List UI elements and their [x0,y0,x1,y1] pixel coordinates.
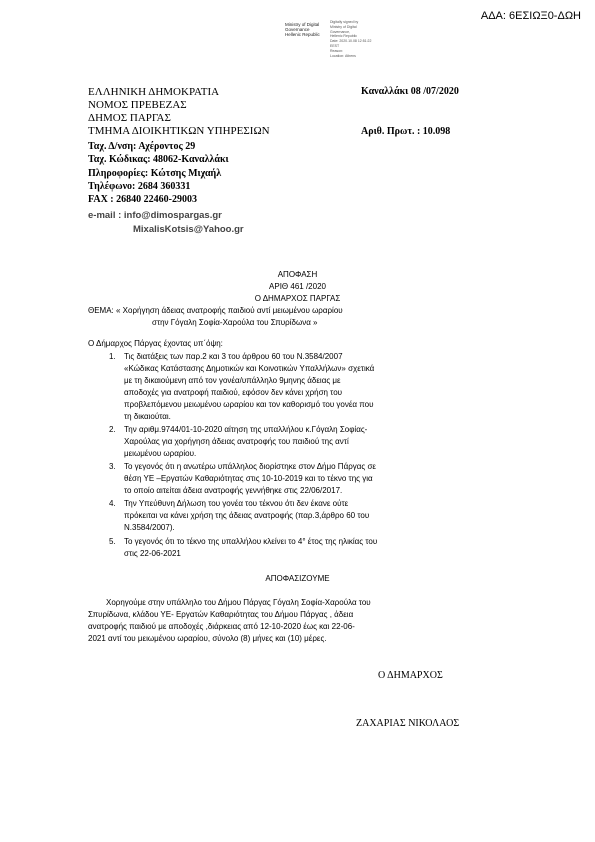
item-line: Χαρούλας για χορήγηση άδειας ανατροφής του παιδιού της αντί [124,437,349,446]
item-line: θέση ΥΕ –Εργατών Καθαριότητας στις 10-10-2019 και το τέκνο της για [124,474,373,483]
decision-number: ΑΡΙΘ 461 /2020 [269,282,326,291]
sig-issuer-line: Governance [285,27,310,33]
phone-line: Τηλέφωνο: 2684 360331 [88,180,191,192]
subject-line-2: στην Γόγαλη Σοφία-Χαρούλα του Σπυρίδωνα » [152,318,318,327]
email-line: e-mail : info@dimospargas.gr [88,210,222,221]
address-line: Ταχ. Δ/νση: Αχέροντος 29 [88,141,196,152]
postcode-line: Ταχ. Κώδικας: 48062-Καναλλάκι [88,154,229,166]
item-line: πρόκειται να κάνει χρήση της άδειας ανατροφής (παρ.3,άρθρο 60 του [124,511,370,520]
item-line: Το γεγονός ότι το τέκνο της υπαλλήλου κλείνει το 4° έτος της ηλικίας του [124,537,378,546]
decision-line: Σπυρίδωνα, κλάδου ΥΕ- Εργατών Καθαριότητας του Δήμου Πάργας , άδεια [88,610,354,619]
item-line: στις 22-06-2021 [124,549,181,558]
prefecture-line: ΝΟΜΟΣ ΠΡΕΒΕΖΑΣ [88,99,187,111]
country-line: ΕΛΛΗΝΙΚΗ ΔΗΜΟΚΡΑΤΙΑ [88,86,220,98]
item-line: Τις διατάξεις των παρ.2 και 3 του άρθρου 60 του Ν.3584/2007 [124,352,343,361]
decision-line: 2021 αντί του μειωμένου ωραρίου, σύνολο (8) μήνες και (10) μέρες. [88,634,327,643]
item-line: τη δικαιούται. [124,412,171,421]
sig-detail-line: EEST [330,43,340,48]
item-line: «Κώδικας Κατάστασης Δημοτικών και Κοινοτικών Υπαλλήλων» σχετικά [124,364,375,373]
decision-line: Χορηγούμε στην υπάλληλο του Δήμου Πάργας Γόγαλη Σοφία-Χαρούλα του [106,598,371,607]
department-line: ΤΜΗΜΑ ΔΙΟΙΚΗΤΙΚΩΝ ΥΠΗΡΕΣΙΩΝ [88,125,270,137]
contact-details [88,140,229,206]
fax-line: FAX : 26840 22460-29003 [88,194,197,206]
item-line: αποδοχές για ανατροφή παιδιού, εφόσον δεν κάνει χρήση του [124,388,343,397]
item-line: Το γεγονός ότι η ανωτέρω υπάλληλος διορίστηκε στον Δήμο Πάργας σε [124,462,376,471]
signature-details [330,20,371,58]
email-line-2: MixalisKotsis@Yahoo.gr [133,224,244,235]
signer-title: Ο ΔΗΜΑΡΧΟΣ [378,670,443,681]
sig-detail-line: Governance, [330,29,351,34]
sig-detail-line: Ministry of Digital [330,24,357,29]
subject-line: ΘΕΜΑ: « Χορήγηση άδειας ανατροφής παιδιού αντί μειωμένου ωραρίου [88,306,343,315]
sig-detail-line: Location: Athens [330,53,356,58]
sig-detail-line: Date: 2020.10.08 12:51:22 [330,39,372,44]
item-number: 3. [109,462,116,471]
decision-title: ΑΠΟΦΑΣΗ [277,270,318,279]
ada-code: ΑΔΑ: 6ΕΣΙΩΞ0-ΔΩΗ [480,10,581,22]
sig-detail-line: Reason: [330,48,344,53]
protocol-number: Αριθ. Πρωτ. : 10.098 [361,126,451,137]
item-line: με τη δικαιούμενη από τον γονέα/υπάλληλο 9μηνης άδειας με [124,376,341,385]
decision-line: ανατροφής παιδιού με αποδοχές ,διάρκειας από 12-10-2020 έως και 22-06- [88,622,355,631]
sig-detail-line: Hellenic Republic [330,34,358,39]
item-line: μειωμένου ωραρίου. [124,449,197,458]
issuer-header [88,86,270,138]
intro-line: Ο Δήμαρχος Πάργας έχοντας υπ΄όψη: [88,339,223,348]
item-line: Ν.3584/2007). [124,523,175,532]
item-line: Την Υπεύθυνη Δήλωση του γονέα του τέκνου ότι δεν έκανε ούτε [124,499,349,508]
authority-line: Ο ΔΗΜΑΡΧΟΣ ΠΑΡΓΑΣ [254,294,341,303]
info-line: Πληροφορίες: Κώτσης Μιχαήλ [88,167,222,179]
item-number: 5. [109,537,116,546]
item-number: 4. [109,499,116,508]
item-line: το οποίο αιτείται άδεια ανατροφής γεννήθηκε στις 22/06/2017. [124,486,343,495]
sig-issuer-line: Hellenic Republic [285,32,320,38]
decide-heading: ΑΠΟΦΑΣΙΖΟΥΜΕ [265,574,330,583]
municipality-line: ΔΗΜΟΣ ΠΑΡΓΑΣ [88,112,171,124]
sig-detail-line: Digitally signed by [330,20,359,24]
item-number: 2. [109,425,116,434]
item-number: 1. [109,352,116,361]
item-line: Την αριθμ.9744/01-10-2020 αίτηση της υπαλλήλου κ.Γόγαλη Σοφίας- [124,425,368,434]
date-line: Καναλλάκι 08 /07/2020 [361,86,459,97]
item-line: προβλεπόμενου μειωμένου ωραρίου και τον καθορισμό του γονέα που [124,400,374,409]
sig-issuer-line: Ministry of Digital [285,22,320,27]
signature-issuer [285,22,320,38]
signer-name: ΖΑΧΑΡΙΑΣ ΝΙΚΟΛΑΟΣ [356,718,460,729]
